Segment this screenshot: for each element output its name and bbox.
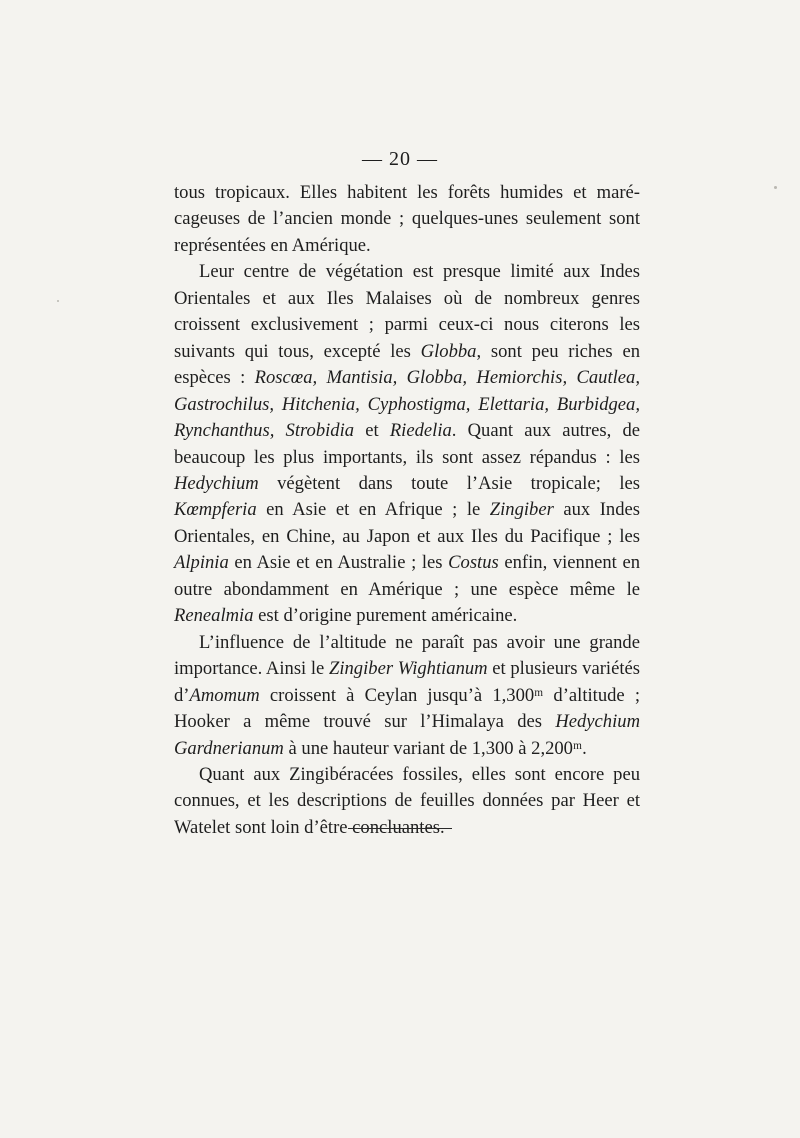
paragraph-fossils bbox=[174, 762, 640, 841]
italic-term: Renealmia bbox=[174, 605, 254, 627]
paragraph-distribution bbox=[174, 259, 640, 629]
italic-term: Kœmpferia bbox=[174, 499, 257, 521]
text-run: , sont peu riches en espèces : bbox=[174, 340, 640, 389]
italic-term: Hedychium Gardnerianum bbox=[174, 711, 640, 759]
italic-term: Roscœa, Mantisia, Globba, Hemiorchis, Cautlea, Gastrochilus, Hitchenia, Cyphostigma, Elettaria, Burbidgea, Rynchanthus, Strobidia bbox=[174, 367, 640, 442]
italic-term: Alpinia bbox=[174, 552, 229, 574]
paragraph-continuation bbox=[174, 180, 640, 259]
text-run: à une hauteur variant de 1,300 à 2,200ᵐ. bbox=[283, 737, 587, 759]
text-run: tous tropicaux. Elles habitent les forêts humides et marécageuses de l’ancien monde ; quelques-unes seulement sont représentées en Amérique. bbox=[174, 182, 640, 256]
text-run: et plusieurs variétés d’ bbox=[174, 658, 641, 706]
text-run: végètent dans toute l’Asie tropicale; les bbox=[258, 472, 640, 494]
italic-term: Hedychium bbox=[174, 472, 259, 494]
body-text bbox=[174, 180, 640, 841]
text-run: Leur centre de végétation est presque limité aux Indes Orientales et aux Iles Malaises où de nombreux genres croissent exclusivement ; parmi ceux-ci nous citerons les suivants qui tous, excepté les bbox=[174, 261, 640, 362]
text-run: L’influence de l’altitude ne paraît pas avoir une grande importance. Ainsi le bbox=[174, 631, 640, 680]
text-run: en Asie et en Afrique ; le bbox=[256, 499, 490, 521]
paper-speck bbox=[57, 300, 59, 302]
italic-term: Zingiber Wightianum bbox=[329, 658, 488, 680]
text-run: aux Indes Orientales, en Chine, au Japon et aux Iles du Pacifique ; les bbox=[174, 499, 640, 547]
italic-term: Globba bbox=[420, 340, 477, 362]
text-run: est d’origine purement américaine. bbox=[253, 605, 518, 627]
italic-term: Zingiber bbox=[489, 499, 554, 521]
italic-term: Riedelia bbox=[389, 420, 452, 442]
paper-speck bbox=[774, 186, 777, 189]
page-number: — 20 — bbox=[362, 148, 438, 170]
italic-term: Costus bbox=[448, 552, 499, 574]
text-run: enfin, viennent en outre abondamment en Amérique ; une espèce même le bbox=[174, 552, 641, 600]
closing-rule bbox=[348, 828, 452, 829]
text-run: Quant aux Zingibéracées fossiles, elles sont encore peu connues, et les descriptions de feuilles données par Heer et Watelet sont loin d’être concluantes. bbox=[174, 763, 640, 838]
text-run: . Quant aux autres, de beaucoup les plus importants, ils sont assez répandus : les bbox=[174, 420, 641, 468]
text-run: croissent à Ceylan jusqu’à 1,300ᵐ d’altitude ; Hooker a même trouvé sur l’Himalaya des bbox=[174, 684, 640, 733]
text-run: en Asie et en Australie ; les bbox=[228, 552, 449, 574]
paragraph-altitude bbox=[174, 630, 640, 762]
text-run: et bbox=[354, 420, 390, 442]
italic-term: Amomum bbox=[189, 684, 260, 706]
